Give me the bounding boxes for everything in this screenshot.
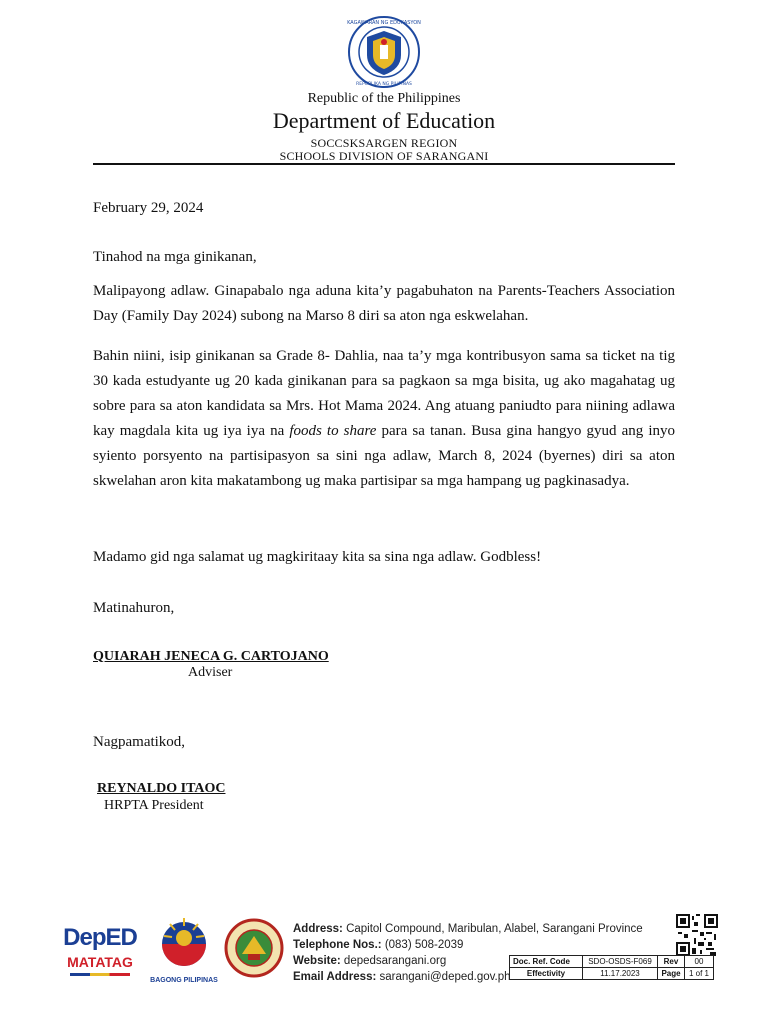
letter-paragraph-2 [93, 344, 675, 494]
rev-value: 00 [685, 956, 714, 968]
matatag-stripe [70, 973, 130, 976]
address-label: Address: [293, 923, 343, 935]
doc-ref-value: SDO-OSDS-F069 [583, 956, 658, 968]
letter-closing: Matinahuron, [93, 600, 175, 616]
adviser-title: Adviser [188, 665, 233, 680]
noted-label: Nagpamatikod, [93, 734, 186, 750]
matatag-wordmark: MATATAG [67, 954, 133, 970]
letter-paragraph-1: Malipayong adlaw. Ginapabalo nga aduna kita’y pagabuhaton na Parents-Teachers Association Day (Family Day 2024) subong na Marso 8 diri sa aton nga eskwelahan. [93, 283, 675, 324]
letter-salutation: Tinahod na mga ginikanan, [93, 249, 257, 265]
bagong-pilipinas-logo [148, 914, 220, 984]
letter-paragraph-3: Madamo gid nga salamat ug magkiritaay kita sa sina nga adlaw. Godbless! [93, 549, 542, 565]
svg-text:KAGAWARAN NG EDUKASYON: KAGAWARAN NG EDUKASYON [347, 20, 421, 26]
rev-label: Rev [658, 956, 685, 968]
footer-phone-line [293, 937, 673, 953]
letter-date: February 29, 2024 [93, 200, 204, 216]
page-label: Page [658, 968, 685, 980]
division-heading: SCHOOLS DIVISION OF SARANGANI [279, 149, 489, 163]
paragraph-2-text-a: Bahin niini, isip ginikanan sa Grade 8- Dahlia, naa ta’y mga kontribusyon sama sa ticket na tig 30 kada estudyante ug 20 kada ginikanan para sa pagkaon sa mga bisita, ug ako magahatag ug sobre para sa aton kandidata sa Mrs. Hot Mama 2024. Ang atuang paniudto para niining adlawa kay magdala kita ug iya iya na [93, 348, 675, 439]
president-title: HRPTA President [104, 798, 204, 813]
svg-text:REPUBLIKA NG PILIPINAS: REPUBLIKA NG PILIPINAS [356, 82, 412, 87]
paragraph-2-italic: foods to share [289, 423, 377, 439]
bagong-pilipinas-caption: BAGONG PILIPINAS [150, 977, 218, 984]
email-link[interactable]: sarangani@deped.gov.ph [379, 971, 511, 983]
effectivity-label: Effectivity [510, 968, 583, 980]
adviser-name: QUIARAH JENECA G. CARTOJANO [93, 649, 329, 664]
president-name: REYNALDO ITAOC [97, 781, 226, 796]
page-value: 1 of 1 [685, 968, 714, 980]
paragraph-2-text-b: para sa tanan. Busa gina hangyo gyud ang inyo syiento porsyento na partisipasyon sa sini nga adlaw, March 8, 2024 (byernes) diri sa aton skwelahan aron kita makatambong ug maka partisipar sa mga hampang ug pagkinasadya. [93, 423, 675, 489]
phone-label: Telephone Nos.: [293, 939, 382, 951]
website-label: Website: [293, 955, 341, 967]
region-heading: SOCCSKSARGEN REGION [310, 136, 458, 150]
division-seal-logo [224, 918, 284, 978]
republic-heading: Republic of the Philippines [307, 91, 461, 106]
department-heading: Department of Education [272, 108, 496, 133]
deped-matatag-logo [62, 914, 138, 984]
deped-seal-logo [347, 15, 421, 89]
website-link[interactable]: depedsarangani.org [343, 955, 447, 967]
email-label: Email Address: [293, 971, 377, 983]
phone-value: (083) 508-2039 [384, 939, 464, 951]
qr-code [676, 914, 718, 956]
footer-address-line [293, 921, 673, 937]
address-value: Capitol Compound, Maribulan, Alabel, Sarangani Province [346, 923, 643, 935]
doc-ref-label: Doc. Ref. Code [510, 956, 583, 968]
deped-wordmark: DepED [63, 924, 137, 951]
header-divider [93, 163, 675, 165]
document-reference-table [509, 955, 714, 980]
effectivity-value: 11.17.2023 [583, 968, 658, 980]
